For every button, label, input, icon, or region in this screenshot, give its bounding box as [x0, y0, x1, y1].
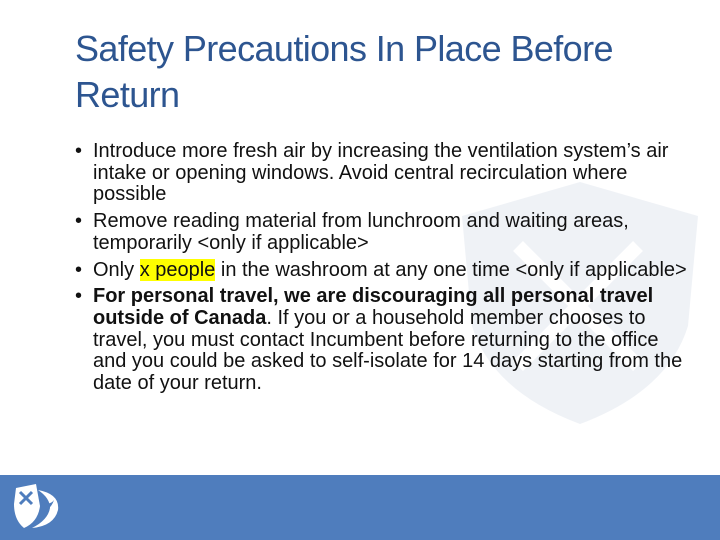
- bullet-item: [75, 260, 690, 282]
- bold-text: For personal travel, we are discouraging all personal travel outside of Canada: [93, 285, 654, 329]
- slide-title: [75, 26, 695, 118]
- bullet-dot: •: [75, 140, 83, 162]
- bullet-text-end: . If you or a household member chooses to travel, you must contact Incumbent before returning to the office and you could be asked to self-isolate for 14 days starting from the date of your return.: [93, 306, 683, 395]
- bullet-item: [75, 211, 690, 254]
- bullet-dot: •: [75, 285, 83, 308]
- bullet-item: [75, 286, 690, 395]
- title-line-2: Return: [75, 74, 180, 115]
- bullet-text: Remove reading material from lunchroom and waiting areas, temporarily <only if applicable>: [93, 210, 629, 254]
- highlighted-text: x people: [139, 258, 216, 281]
- title-line-1: Safety Precautions In Place Before: [75, 28, 613, 69]
- bullet-text-start: Only: [93, 258, 140, 281]
- shield-leaf-logo-icon: [10, 480, 62, 532]
- bullet-text: Introduce more fresh air by increasing the ventilation system’s air intake or opening windows. Avoid central recirculation where possible: [93, 140, 669, 206]
- bullet-list: [75, 141, 690, 400]
- bullet-text-end: in the washroom at any one time <only if applicable>: [215, 258, 687, 281]
- bullet-item: [75, 141, 690, 206]
- bullet-dot: •: [75, 258, 83, 281]
- footer-bar: [0, 475, 720, 540]
- bullet-dot: •: [75, 210, 83, 233]
